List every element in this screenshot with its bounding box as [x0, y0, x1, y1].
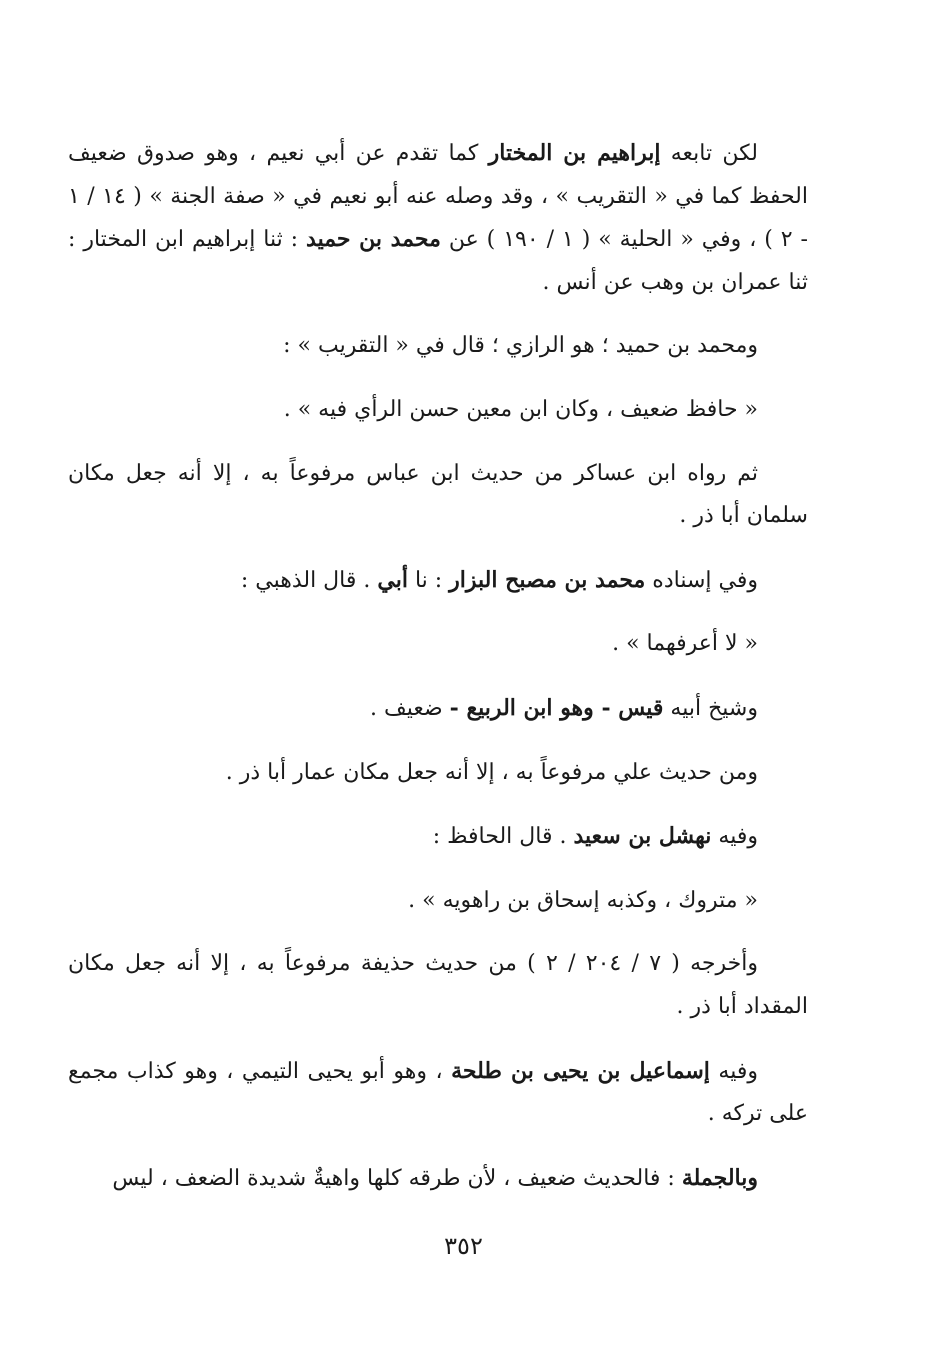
bold-name: أبي	[377, 566, 408, 593]
text-run: كما تقدم عن أبي نعيم ، وهو صدوق ضعيف الحفظ كما في « التقريب » ، وقد وصله عنه أبو نعيم في « صفة الجنة » ( ١٤ / ١ - ٢ ) ، وفي « الحلية » ( ١ / ١٩٠ ) عن	[68, 141, 808, 253]
text-run: « لا أعرفهما » .	[612, 631, 758, 657]
paragraph	[68, 559, 808, 603]
text-run: ومن حديث علي مرفوعاً به ، إلا أنه جعل مكان عمار أبا ذر .	[225, 759, 758, 785]
bold-name: إسماعيل بن يحيى بن طلحة	[451, 1057, 710, 1084]
text-run: « حافظ ضعيف ، وكان ابن معين حسن الرأي فيه » .	[283, 396, 758, 422]
text-run: . قال الحافظ :	[432, 824, 574, 850]
paragraph	[68, 815, 808, 859]
paragraph	[68, 325, 808, 368]
paragraph	[68, 623, 808, 666]
text-run: ومحمد بن حميد ؛ هو الرازي ؛ قال في « التقريب » :	[283, 333, 758, 359]
text-run: لكن تابعه	[660, 141, 758, 166]
text-run: : نا	[407, 567, 450, 593]
text-run: وأخرجه ( ٧ / ٢٠٤ / ٢ ) من حديث حذيفة مرفوعاً به ، إلا أنه جعل مكان المقداد أبا ذر .	[68, 951, 808, 1019]
text-run: ضعيف .	[369, 695, 450, 721]
text-run: : ثنا إبراهيم ابن المختار : ثنا عمران بن وهب عن أنس .	[68, 227, 808, 295]
bold-name: نهشل بن سعيد	[573, 823, 712, 850]
text-run: . قال الذهبي :	[240, 567, 378, 593]
paragraph	[68, 1157, 808, 1201]
paragraph	[68, 880, 808, 923]
text-run: وفيه	[711, 824, 758, 850]
bold-name: وبالجملة	[681, 1164, 758, 1191]
paragraph	[68, 687, 808, 731]
text-run: وفيه	[709, 1058, 758, 1084]
paragraph	[68, 943, 808, 1028]
page-number: ٣٥٢	[444, 1232, 483, 1260]
paragraph	[68, 389, 808, 432]
text-run: وفي إسناده	[645, 567, 758, 593]
paragraph	[68, 752, 808, 795]
paragraph	[68, 132, 808, 304]
text-run: : فالحديث ضعيف ، لأن طرقه كلها واهيةٌ شديدة الضعف ، ليس	[112, 1165, 682, 1191]
bold-name: إبراهيم بن المختار	[488, 140, 661, 166]
paragraph	[68, 453, 808, 538]
text-run: وشيخ أبيه	[663, 695, 758, 721]
text-run: ثم رواه ابن عساكر من حديث ابن عباس مرفوعاً به ، إلا أنه جعل مكان سلمان أبا ذر .	[68, 460, 808, 529]
bold-name: محمد بن مصبح البزار	[449, 566, 646, 593]
bold-name: قيس - وهو ابن الربيع -	[449, 694, 664, 721]
text-run: ، وهو أبو يحيى التيمي ، وهو كذاب مجمع على تركه .	[68, 1058, 808, 1127]
paragraph	[68, 1050, 808, 1136]
text-run: « متروك ، وكذبه إسحاق بن راهويه » .	[408, 887, 758, 913]
main-text	[68, 132, 808, 1221]
bold-name: محمد بن حميد	[306, 226, 441, 253]
